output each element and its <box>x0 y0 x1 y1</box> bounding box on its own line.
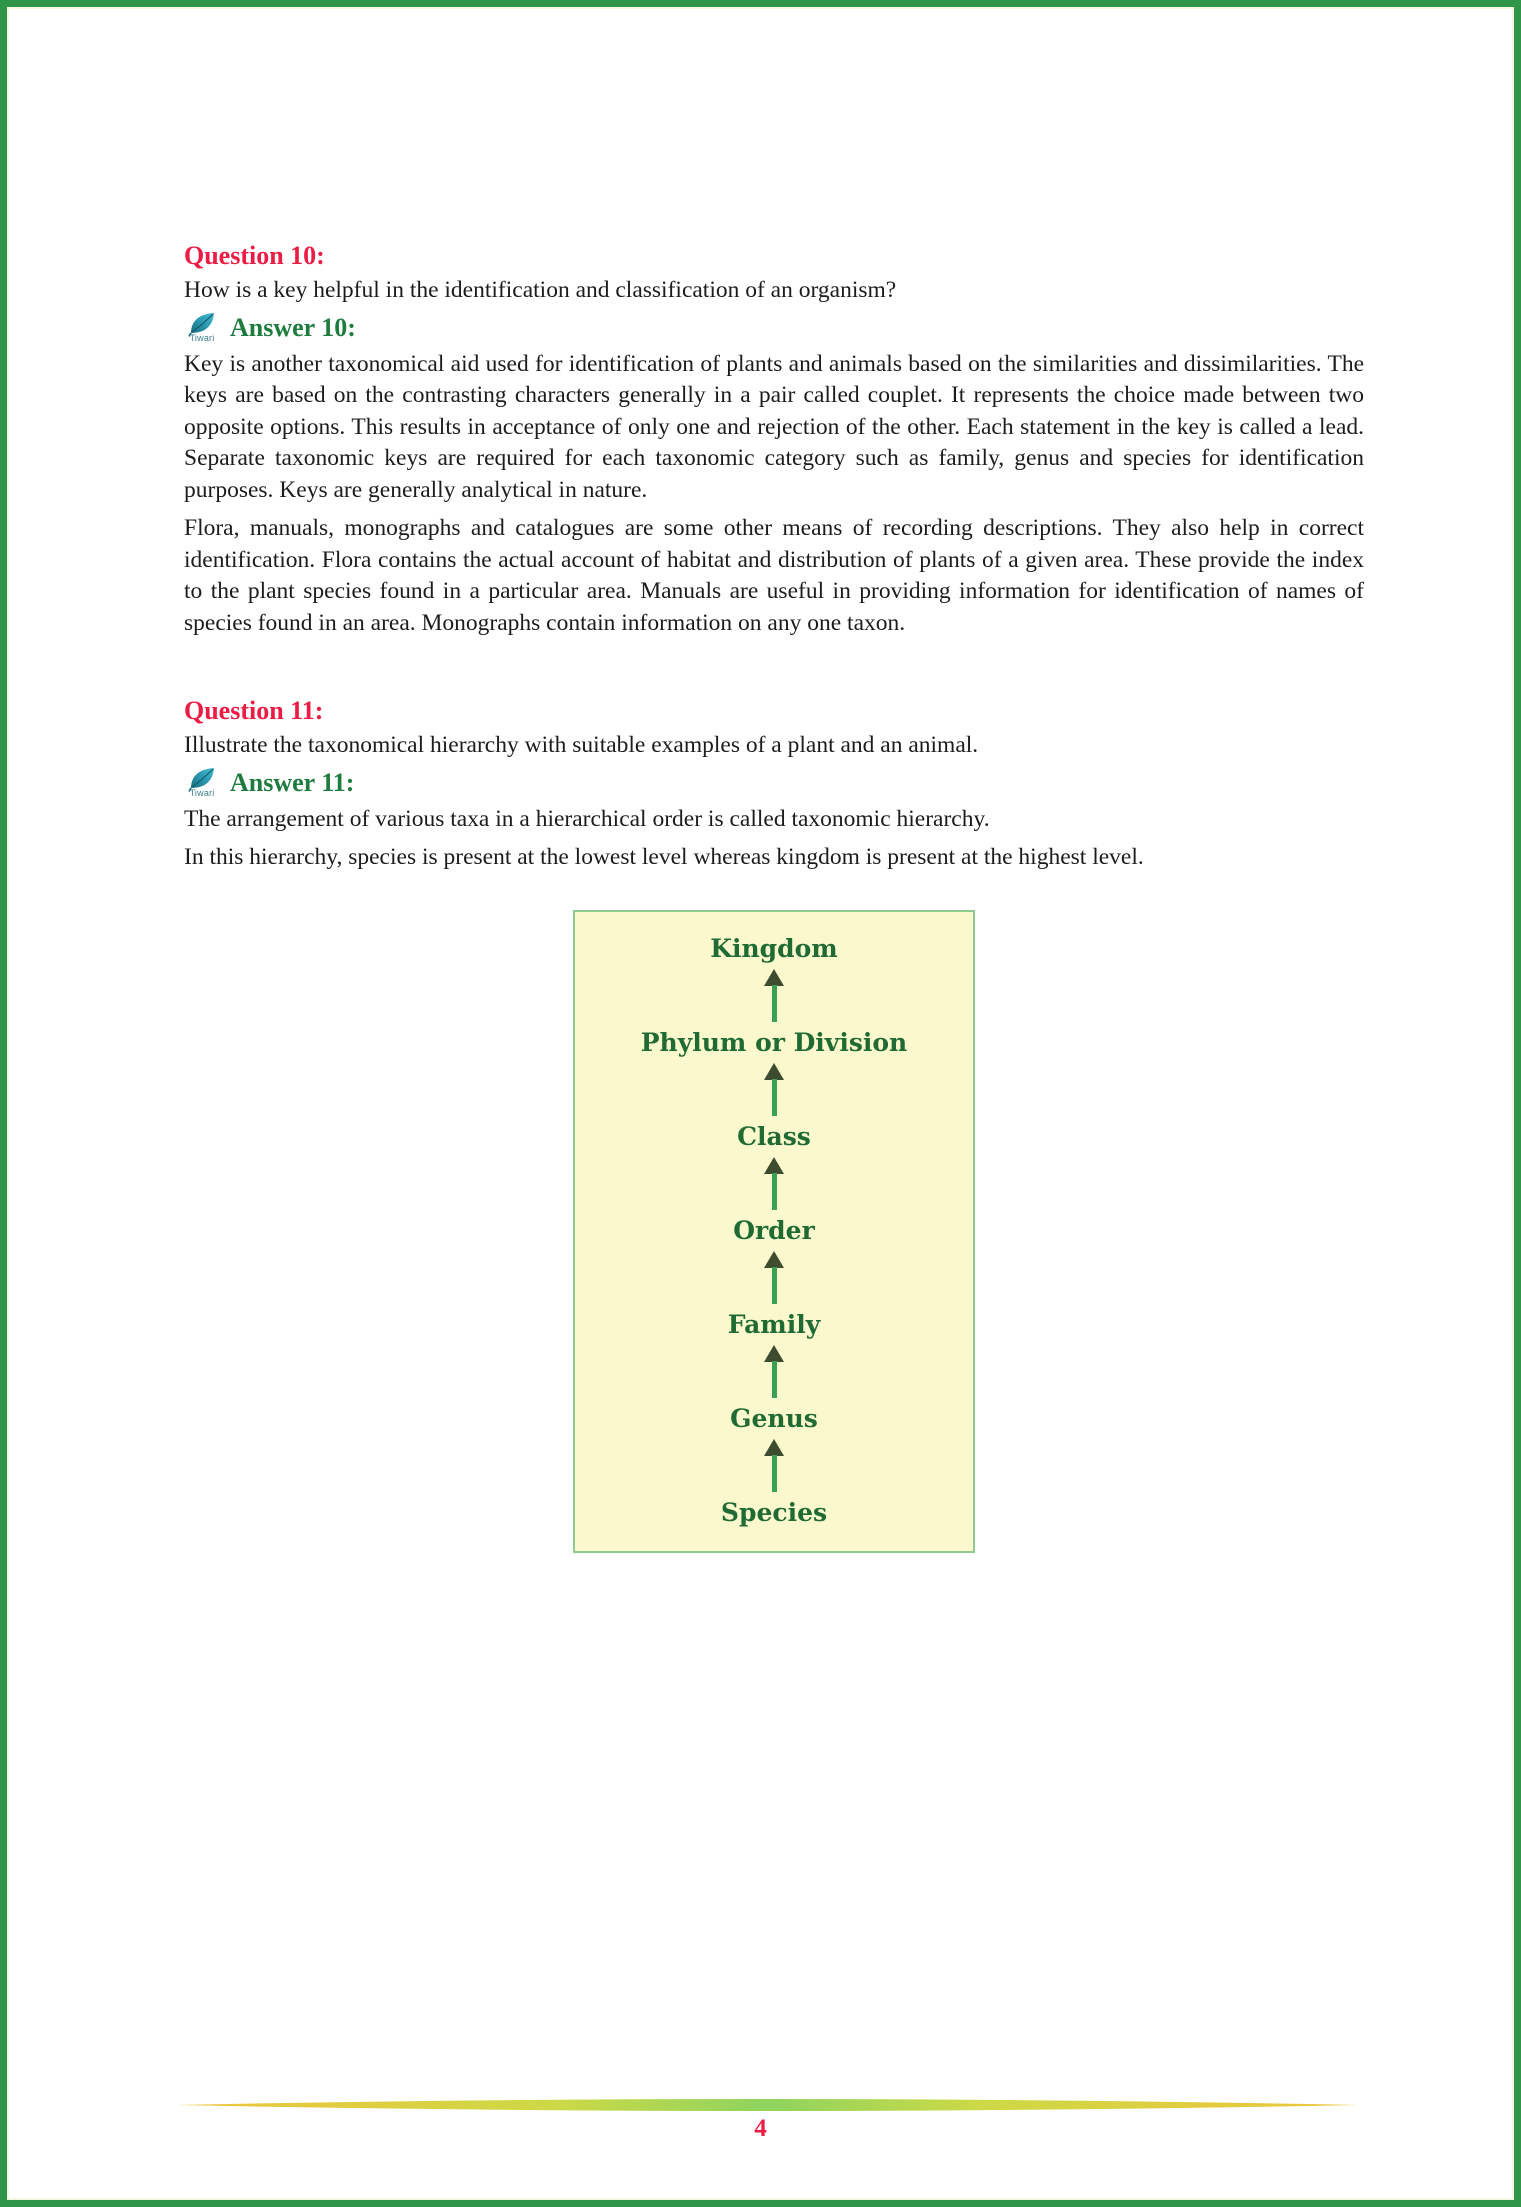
question-11-block <box>184 695 1364 1553</box>
answer-11-paragraph-1: The arrangement of various taxa in a hierarchical order is called taxonomic hierarchy. <box>184 805 990 832</box>
answer-10-heading: Answer 10: <box>230 312 356 342</box>
taxon-kingdom: Kingdom <box>710 933 838 963</box>
up-arrow-icon <box>764 1157 784 1210</box>
taxon-family: Family <box>727 1309 821 1339</box>
page-number: 4 <box>754 2115 767 2142</box>
taxon-phylum-or-division: Phylum or Division <box>640 1027 908 1057</box>
question-11-heading: Question 11: <box>184 696 324 725</box>
question-10-block <box>184 240 1364 639</box>
tiwari-leaf-logo-icon <box>184 766 220 798</box>
up-arrow-icon <box>764 1251 784 1304</box>
answer-11-paragraph-2: In this hierarchy, species is present at the lowest level whereas kingdom is present at the highest level. <box>184 844 1144 870</box>
up-arrow-icon <box>764 969 784 1022</box>
taxonomic-hierarchy-diagram <box>573 910 975 1553</box>
answer-10-paragraph-1: Key is another taxonomical aid used for identification of plants and animals based on the similarities and dissimilarities. The keys are based on the contrasting characters generally in a pair called couplet. It represents the choice made between two opposite options. This results in acceptance of only one and rejection of the other. Each statement in the key is called a lead. Separate taxonomic keys are required for each taxonomic category such as family, genus and species for identification purposes. Keys are generally analytical in nature. <box>184 350 1364 503</box>
question-10-heading: Question 10: <box>184 241 325 270</box>
taxon-species: Species <box>720 1497 828 1527</box>
tiwari-logo-word: Tiwari <box>189 332 215 343</box>
answer-11-heading: Answer 11: <box>230 767 355 797</box>
answer-11-heading-row <box>184 766 1364 798</box>
question-11-text: Illustrate the taxonomical hierarchy with suitable examples of a plant and an animal. <box>184 732 979 758</box>
tiwari-leaf-logo-icon <box>184 311 220 343</box>
page-content <box>184 240 1364 1553</box>
taxon-order: Order <box>733 1215 815 1245</box>
question-10-text: How is a key helpful in the identification and classification of an organism? <box>184 277 897 303</box>
taxon-genus: Genus <box>730 1403 818 1433</box>
up-arrow-icon <box>764 1439 784 1492</box>
up-arrow-icon <box>764 1063 784 1116</box>
footer-divider-rule <box>177 2097 1358 2113</box>
answer-10-heading-row <box>184 311 1364 343</box>
taxon-class: Class <box>737 1121 811 1151</box>
answer-10-paragraph-2: Flora, manuals, monographs and catalogues are some other means of recording descriptions. They also help in correct identification. Flora contains the actual account of habitat and distribution of plants of a given area. These provide the index to the plant species found in a particular area. Manuals are useful in providing information for identification of names of species found in an area. Monographs contain information on any one taxon. <box>184 515 1364 636</box>
tiwari-logo-word: Tiwari <box>189 787 215 798</box>
up-arrow-icon <box>764 1345 784 1398</box>
